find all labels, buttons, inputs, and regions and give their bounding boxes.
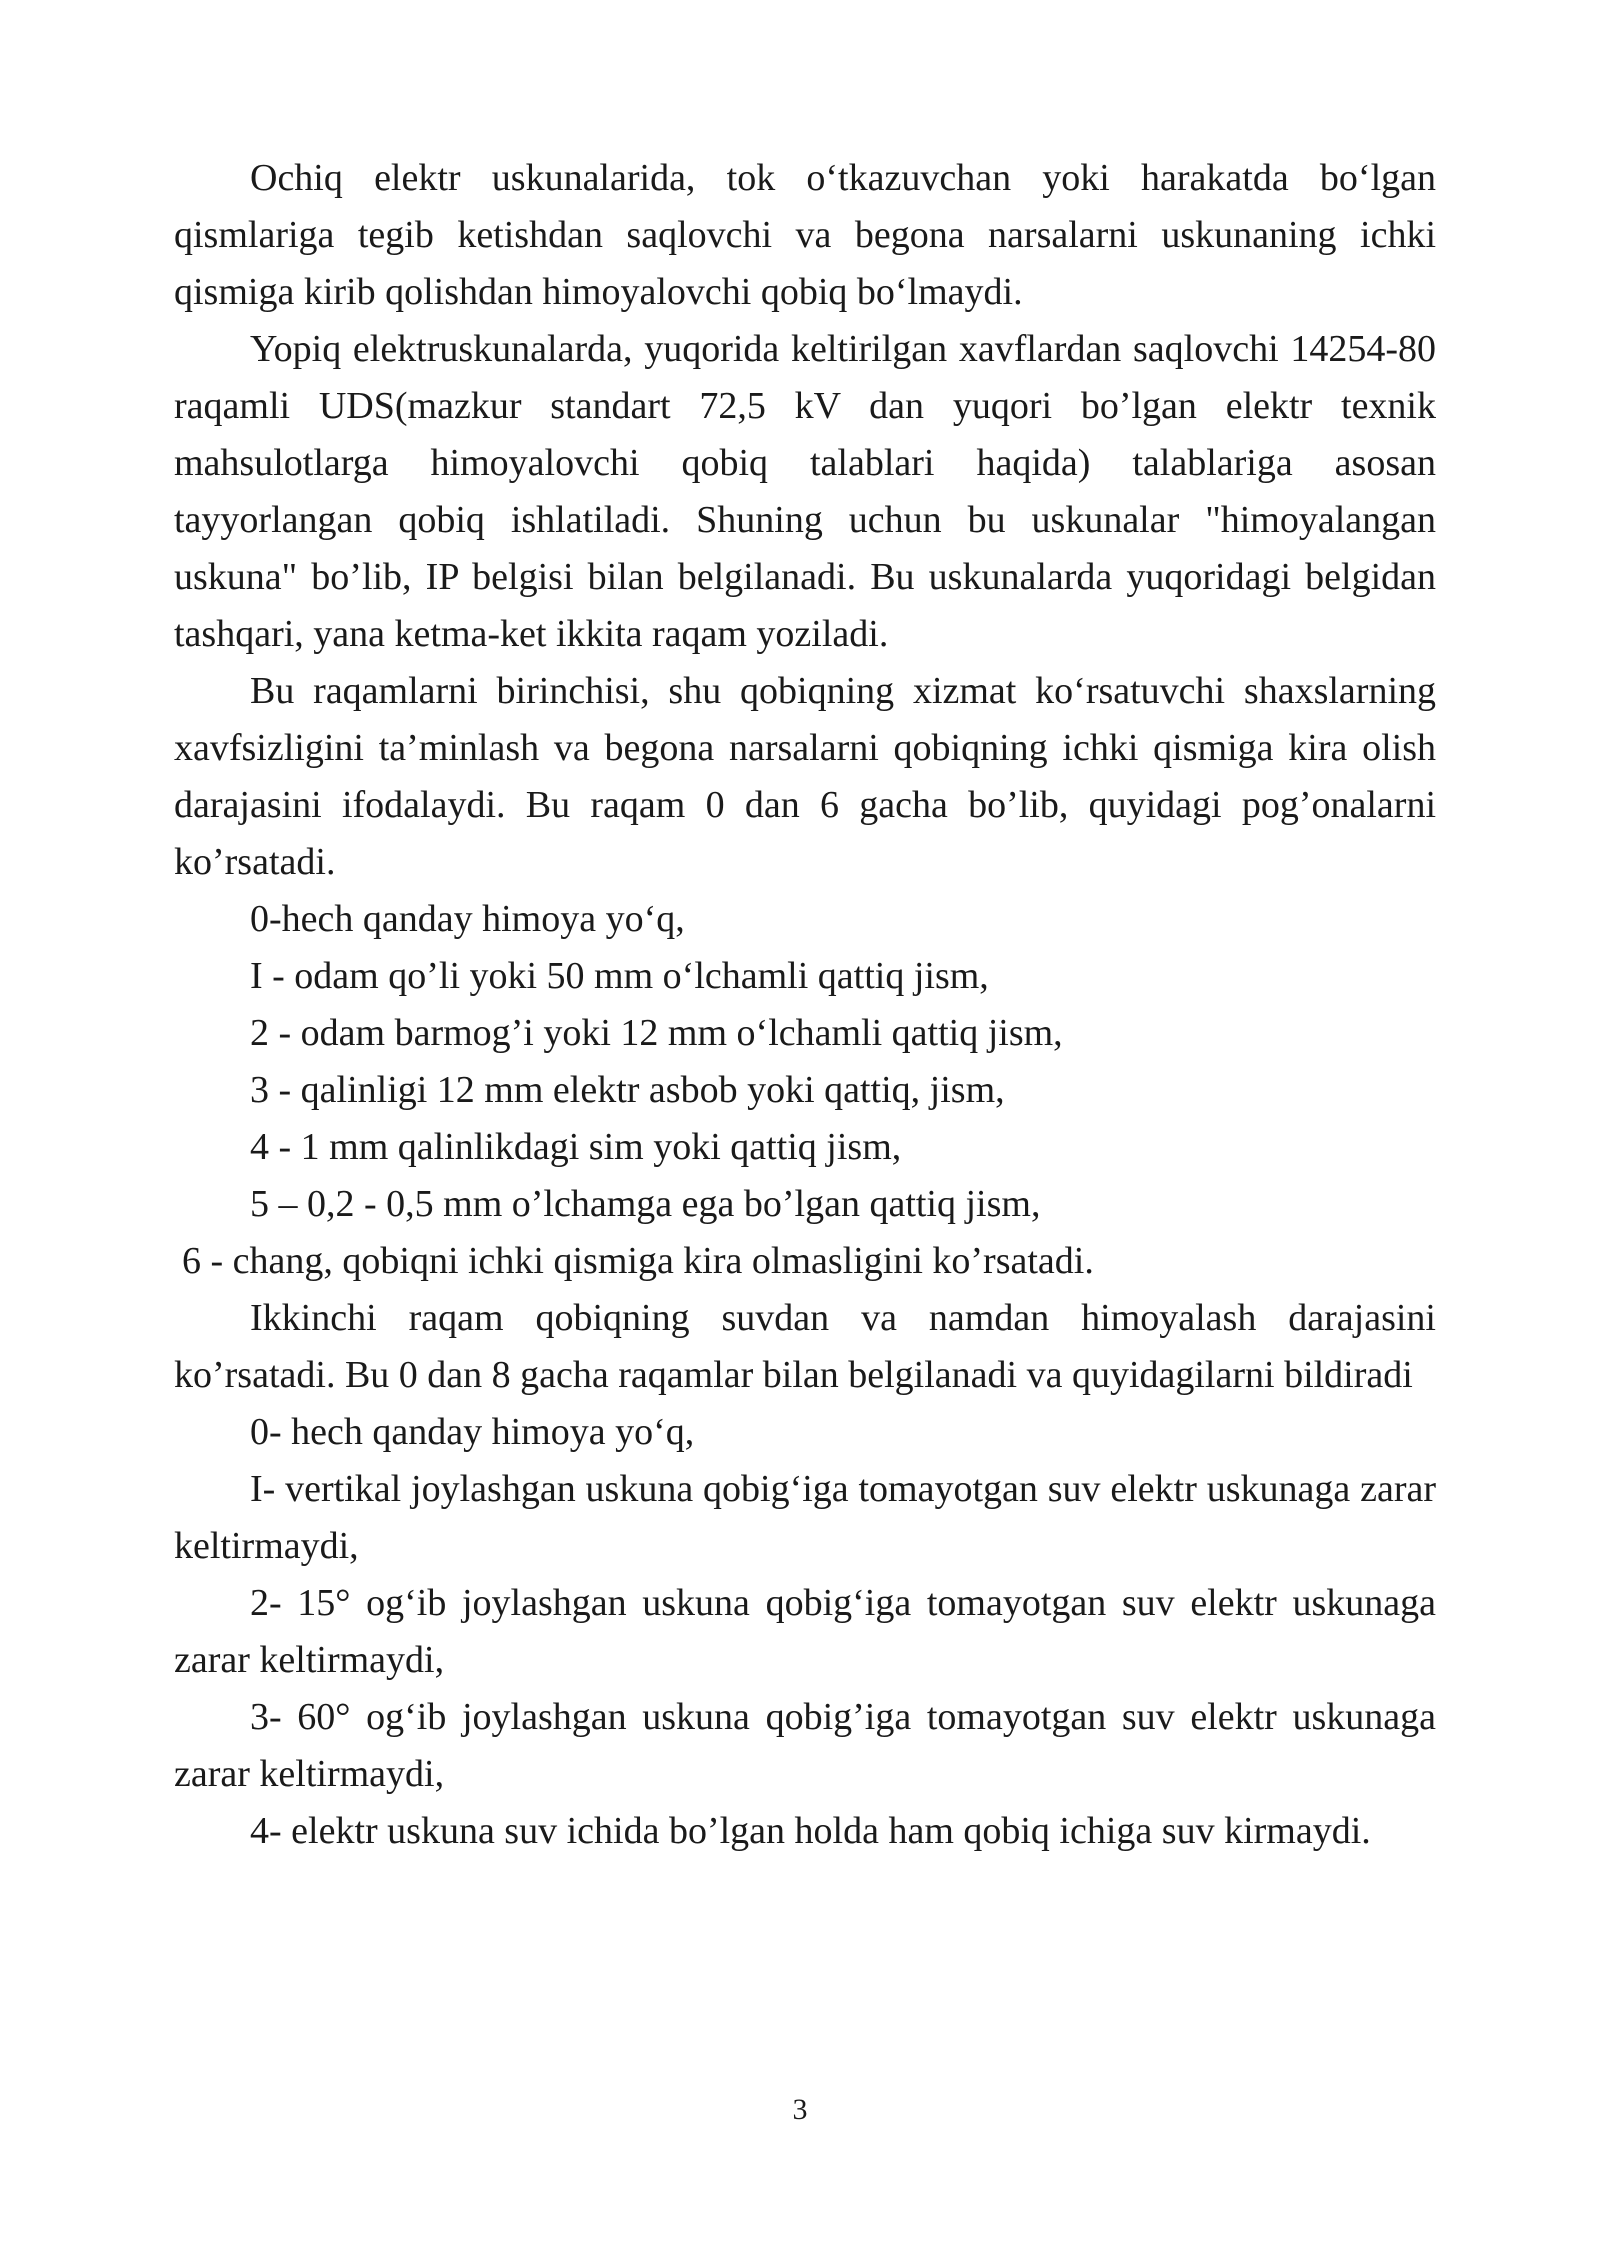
- list-item-second-digit-4: 4- elektr uskuna suv ichida bo’lgan holda ham qobiq ichiga suv kirmaydi.: [250, 1810, 1371, 1852]
- paragraph-closed-equipment: Yopiq elektruskunalarda, yuqorida keltirilgan xavflardan saqlovchi 14254-80 raqamli UDS(mazkur standart 72,5 kV dan yuqori bo’lgan elektr texnik mahsulotlarga himoyalovchi qobiq talablari haqida) talablariga asosan tayyorlangan qobiq ishlatiladi. Shuning uchun bu uskunalar "himoyalangan uskuna" bo’lib, IP belgisi bilan belgilanadi. Bu uskunalarda yuqoridagi belgidan tashqari, yana ketma-ket ikkita raqam yoziladi.: [174, 328, 1436, 655]
- list-item-first-digit-2: 2 - odam barmog’i yoki 12 mm o‘lchamli qattiq jism,: [250, 1012, 1063, 1054]
- paragraph-second-digit: Ikkinchi raqam qobiqning suvdan va namdan himoyalash darajasini ko’rsatadi. Bu 0 dan 8 gacha raqamlar bilan belgilanadi va quyidagilarni bildiradi: [174, 1297, 1436, 1396]
- paragraph-open-equipment: Ochiq elektr uskunalarida, tok o‘tkazuvchan yoki harakatda bo‘lgan qismlariga tegib ketishdan saqlovchi va begona narsalarni uskunaning ichki qismiga kirib qolishdan himoyalovchi qobiq bo‘lmaydi.: [174, 157, 1436, 313]
- list-item-second-digit-2: 2- 15° og‘ib joylashgan uskuna qobig‘iga tomayotgan suv elektr uskunaga zarar keltirmaydi,: [174, 1582, 1436, 1681]
- list-item-first-digit-6: 6 - chang, qobiqni ichki qismiga kira olmasligini ko’rsatadi.: [182, 1240, 1094, 1282]
- document-body: [174, 150, 1436, 1860]
- list-item-first-digit-3: 3 - qalinligi 12 mm elektr asbob yoki qattiq, jism,: [250, 1069, 1005, 1111]
- list-item-second-digit-1: I- vertikal joylashgan uskuna qobig‘iga tomayotgan suv elektr uskunaga zarar keltirmaydi,: [174, 1468, 1436, 1567]
- list-item-second-digit-3: 3- 60° og‘ib joylashgan uskuna qobig’iga tomayotgan suv elektr uskunaga zarar keltirmaydi,: [174, 1696, 1436, 1795]
- list-item-first-digit-4: 4 - 1 mm qalinlikdagi sim yoki qattiq jism,: [250, 1126, 902, 1168]
- page-number: 3: [792, 2093, 808, 2126]
- list-item-second-digit-0: 0- hech qanday himoya yo‘q,: [250, 1411, 695, 1453]
- paragraph-first-digit: Bu raqamlarni birinchisi, shu qobiqning xizmat ko‘rsatuvchi shaxslarning xavfsizligini ta’minlash va begona narsalarni qobiqning ichki qismiga kira olish darajasini ifodalaydi. Bu raqam 0 dan 6 gacha bo’lib, quyidagi pog’onalarni ko’rsatadi.: [174, 670, 1436, 883]
- list-item-first-digit-0: 0-hech qanday himoya yo‘q,: [250, 898, 685, 940]
- list-item-first-digit-5: 5 – 0,2 - 0,5 mm o’lchamga ega bo’lgan qattiq jism,: [250, 1183, 1041, 1225]
- list-item-first-digit-1: I - odam qo’li yoki 50 mm o‘lchamli qattiq jism,: [250, 955, 989, 997]
